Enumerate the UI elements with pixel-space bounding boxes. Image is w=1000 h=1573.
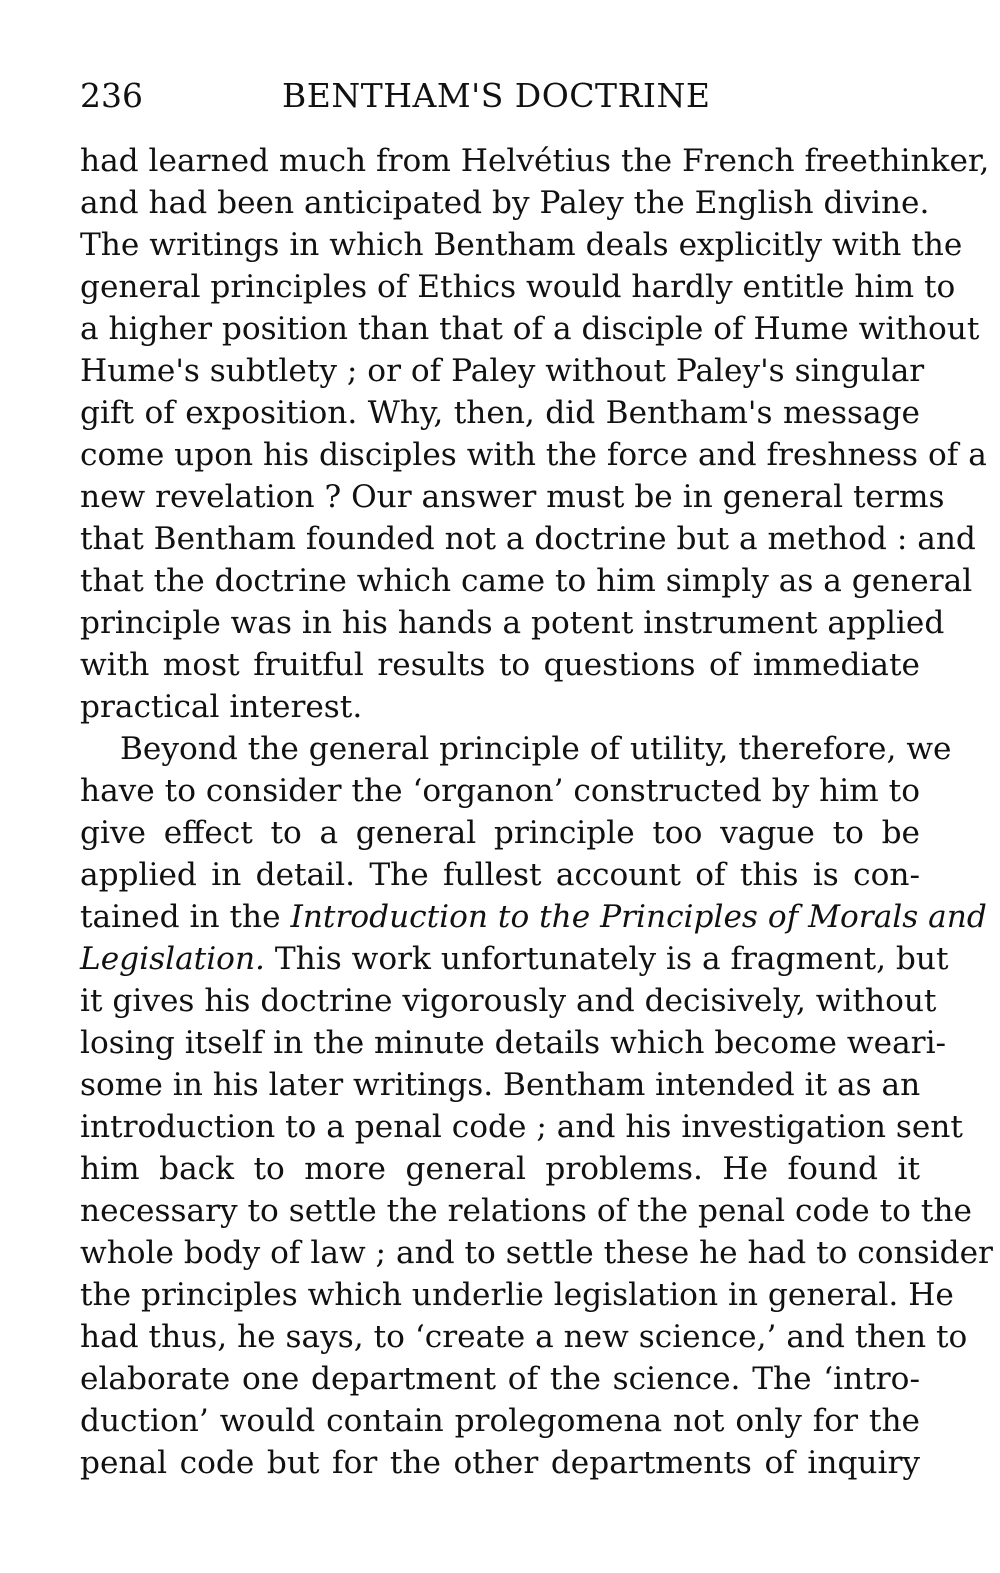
text-line: had thus, he says, to ‘create a new science,’ and then to [80, 1319, 968, 1355]
text-line: whole body of law ; and to settle these he had to consider [80, 1235, 993, 1271]
text-line: some in his later writings. Bentham intended it as an [80, 1067, 921, 1103]
running-head: BENTHAM'S DOCTRINE [282, 76, 711, 115]
text-line: a higher position than that of a disciple of Hume without [80, 311, 980, 347]
text-line: duction’ would contain prolegomena not only for the [80, 1403, 920, 1439]
text-line: Hume's subtlety ; or of Paley without Paley's singular [80, 353, 925, 389]
text-line: general principles of Ethics would hardly entitle him to [80, 269, 956, 305]
text-line-with-title [80, 896, 987, 938]
text-line: with most fruitful results to questions of immediate [80, 647, 920, 683]
text-line: elaborate one department of the science. The ‘intro- [80, 1361, 920, 1397]
text-line: give effect to a general principle too vague to be [80, 815, 920, 851]
text-fragment: tained in the [80, 899, 291, 935]
text-line: applied in detail. The fullest account of this is con- [80, 857, 920, 893]
text-line: that Bentham founded not a doctrine but a method : and [80, 521, 976, 557]
text-fragment: This work unfortunately is a fragment, but [264, 941, 949, 977]
text-line: practical interest. [80, 689, 363, 725]
paragraph-first-line: Beyond the general principle of utility, therefore, we [120, 731, 952, 767]
page-number: 236 [80, 76, 143, 115]
text-line: it gives his doctrine vigorously and decisively, without [80, 983, 937, 1019]
text-line: had learned much from Helvétius the French freethinker, [80, 143, 990, 179]
text-line: that the doctrine which came to him simply as a general [80, 563, 973, 599]
text-line: necessary to settle the relations of the penal code to the [80, 1193, 972, 1229]
text-line: new revelation ? Our answer must be in general terms [80, 479, 945, 515]
page-header [80, 72, 920, 120]
text-line: introduction to a penal code ; and his investigation sent [80, 1109, 963, 1145]
text-line: losing itself in the minute details which become weari- [80, 1025, 947, 1061]
text-line: come upon his disciples with the force and freshness of a [80, 437, 987, 473]
text-line: The writings in which Bentham deals explicitly with the [80, 227, 963, 263]
text-line: principle was in his hands a potent instrument applied [80, 605, 945, 641]
text-line: the principles which underlie legislation in general. He [80, 1277, 954, 1313]
text-line: gift of exposition. Why, then, did Bentham's message [80, 395, 920, 431]
text-line: have to consider the ‘organon’ constructed by him to [80, 773, 920, 809]
text-line-with-title [80, 938, 949, 980]
text-line: and had been anticipated by Paley the English divine. [80, 185, 930, 221]
book-title: Introduction to the Principles of Morals and [290, 899, 987, 935]
text-line: penal code but for the other departments of inquiry [80, 1445, 920, 1481]
book-title: Legislation. [80, 941, 265, 977]
text-line: him back to more general problems. He found it [80, 1151, 920, 1187]
body-text [80, 140, 993, 1484]
